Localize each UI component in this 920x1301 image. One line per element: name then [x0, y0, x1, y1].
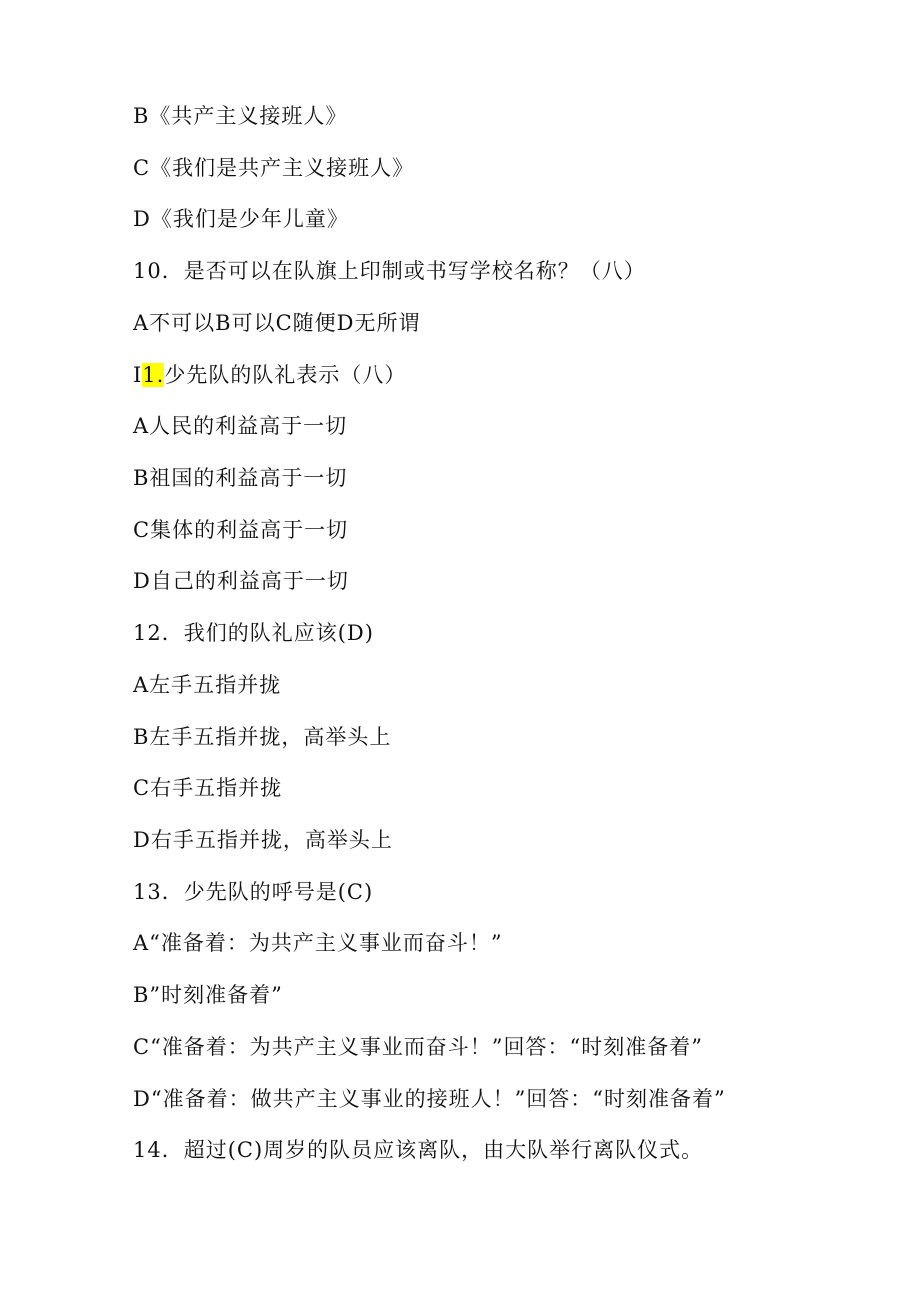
question-11-text: 少先队的队礼表示（八）	[164, 363, 407, 387]
answer-option-9b: B《共产主义接班人》	[133, 104, 348, 128]
question-11	[133, 362, 406, 388]
highlighted-number: 1.	[142, 363, 165, 387]
answer-option-12b: B左手五指并拢，高举头上	[133, 725, 392, 749]
answer-option-12d: D右手五指并拢，高举头上	[133, 828, 393, 852]
question-10: 10．是否可以在队旗上印制或书写学校名称？（八）	[133, 259, 646, 283]
question-13: 13．少先队的呼号是(C)	[133, 880, 374, 904]
answer-option-13c: C“准备着：为共产主义事业而奋斗！”回答：“时刻准备着”	[133, 1035, 704, 1059]
answer-option-11a: A人民的利益高于一切	[133, 414, 348, 438]
question-11-prefix: I	[133, 363, 143, 387]
question-12: 12．我们的队礼应该(D)	[133, 621, 374, 645]
answer-option-9c: C《我们是共产主义接班人》	[133, 156, 415, 180]
answer-option-12c: C右手五指并拢	[133, 776, 283, 800]
answer-option-12a: A左手五指并拢	[133, 673, 282, 697]
answer-options-10: A不可以B可以C随便D无所谓	[133, 311, 421, 335]
answer-option-11d: D自己的利益高于一切	[133, 569, 349, 593]
answer-option-11b: B祖国的利益高于一切	[133, 466, 348, 490]
answer-option-9d: D《我们是少年儿童》	[133, 207, 349, 231]
answer-option-11c: C集体的利益高于一切	[133, 518, 349, 542]
question-14: 14．超过(C)周岁的队员应该离队，由大队举行离队仪式。	[133, 1138, 704, 1162]
answer-option-13d: D“准备着：做共产主义事业的接班人！”回答：“时刻准备着”	[133, 1087, 726, 1111]
answer-option-13b: B”时刻准备着”	[133, 983, 283, 1007]
answer-option-13a: A“准备着：为共产主义事业而奋斗！”	[133, 931, 503, 955]
